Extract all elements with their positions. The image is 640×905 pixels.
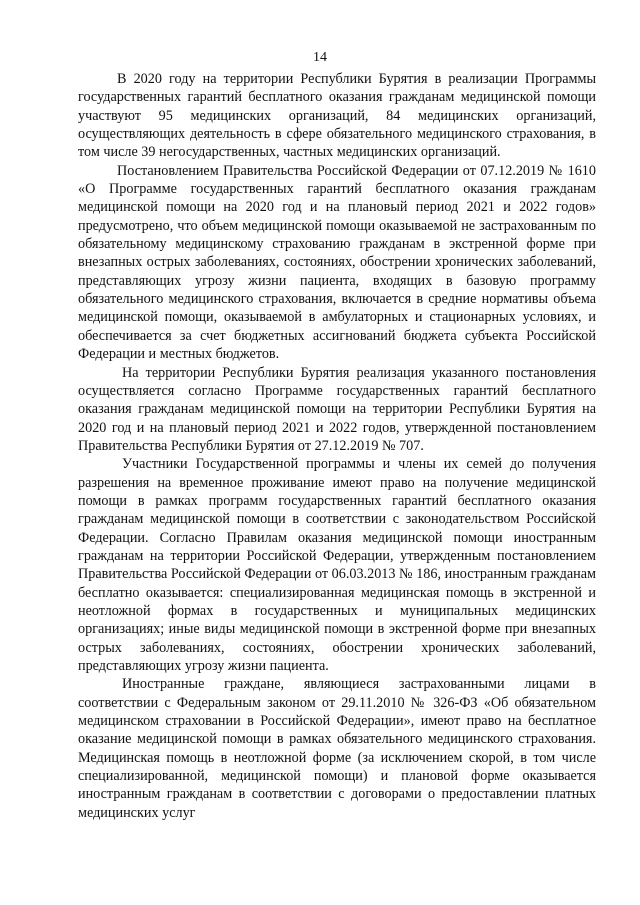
paragraph-foreign-citizens: Иностранные граждане, являющиеся застрахованными лицами в соответствии с Федеральным законом от 29.11.2010 № 326-ФЗ «Об обязательном медицинском страховании в Российской Федерации», имеют право на бесплатное оказание медицинской помощи в рамках обязательного медицинского страхования. Медицинская помощь в неотложной форме (за исключением скорой, в том числе специализированной, медицинской помощи) и плановой форме оказывается иностранным гражданам в соответствии с договорами о предоставлении платных медицинских услуг <box>78 676 596 821</box>
paragraph-organizations: В 2020 году на территории Республики Бурятия в реализации Программы государственных гарантий бесплатного оказания гражданам медицинской помощи участвуют 95 медицинских организаций, 84 медицинских организаций, осуществляющих деятельность в сфере обязательного медицинского страхования, в том числе 39 негосударственных, частных медицинских организаций. <box>78 71 596 161</box>
paragraph-program-participants: Участники Государственной программы и члены их семей до получения разрешения на временное проживание имеют право на получение медицинской помощи в рамках программ государственных гарантий бесплатного оказания гражданам медицинской помощи в соответствии с законодательством Российской Федерации. Согласно Правилам оказания медицинской помощи иностранным гражданам на территории Российской Федерации, утвержденным постановлением Правительства Российской Федерации от 06.03.2013 № 186, иностранным гражданам бесплатно оказывается: специализированная медицинская помощь в экстренной и неотложной формах в государственных и муниципальных медицинских организациях; иные виды медицинской помощи в экстренной форме при внезапных острых заболеваниях, состояниях, обострении хронических заболеваний, представляющих угрозу жизни пациента. <box>78 456 596 674</box>
paragraph-government-decree: Постановлением Правительства Российской Федерации от 07.12.2019 № 1610 «О Программе государственных гарантий бесплатного оказания гражданам медицинской помощи на 2020 год и на плановый период 2021 и 2022 годов» предусмотрено, что объем медицинской помощи оказываемой не застрахованным по обязательному медицинскому страхованию гражданам в экстренной форме при внезапных острых заболеваниях, состояниях, обострении хронических заболеваний, представляющих угрозу жизни пациента, входящих в базовую программу обязательного медицинского страхования, включается в средние нормативы объема медицинской помощи, оказываемой в амбулаторных и стационарных условиях, и обеспечивается за счет бюджетных ассигнований бюджета субъекта Российской Федерации и местных бюджетов. <box>78 162 596 363</box>
document-body <box>78 70 596 822</box>
page-number: 14 <box>313 50 327 65</box>
paragraph-buryatia-program: На территории Республики Бурятия реализация указанного постановления осуществляется согласно Программе государственных гарантий бесплатного оказания гражданам медицинской помощи на территории Республики Бурятия на 2020 год и на плановый период 2021 и 2022 годов, утвержденной постановлением Правительства Республики Бурятия от 27.12.2019 № 707. <box>78 364 596 454</box>
